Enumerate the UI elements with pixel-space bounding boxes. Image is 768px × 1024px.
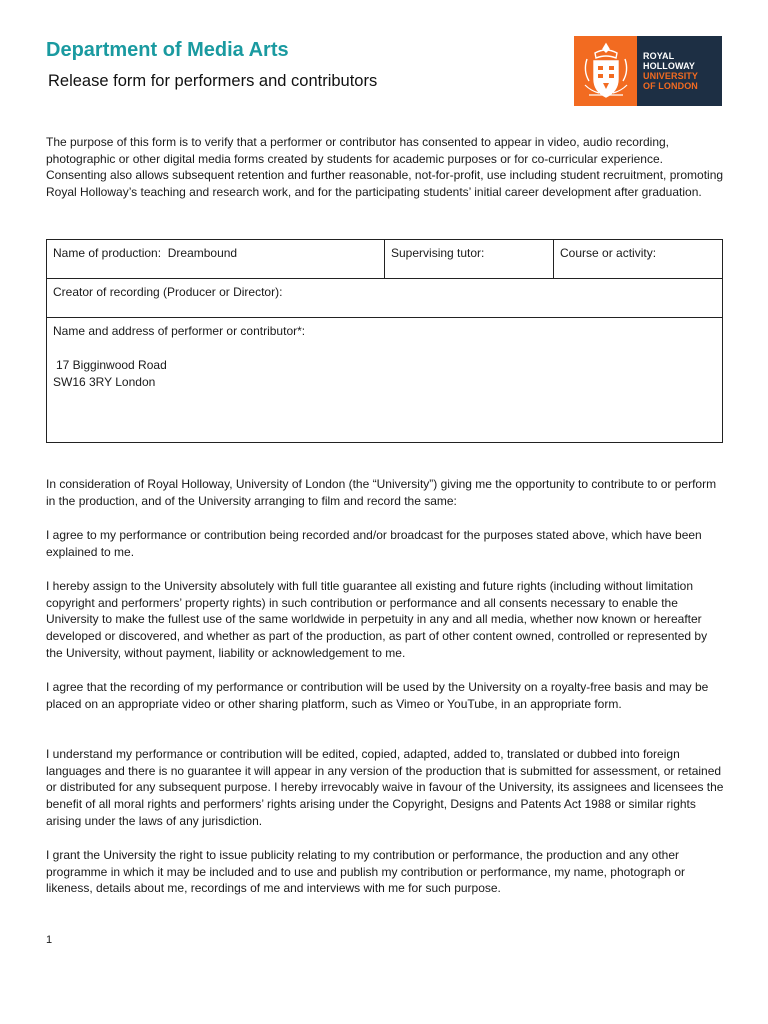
logo-text-holloway: HOLLOWAY bbox=[643, 61, 695, 71]
creator-cell[interactable] bbox=[47, 279, 722, 317]
form-row-performer bbox=[47, 318, 722, 443]
intro-paragraph: The purpose of this form is to verify that a performer or contributor has consented to appear in video, audio recording, photographic or other digital media forms created by students for academic purposes or for co-curricular experience. Consenting also allows subsequent retention and further reasonable, not-for-profit, use including student recruitment, promoting Royal Holloway’s teaching and research work, and for the participating students’ initial career development after graduation. bbox=[46, 135, 724, 200]
consideration-clause: In consideration of Royal Holloway, University of London (the “University”) giving me the opportunity to contribute to or perform in the production, and of the University arranging to film and record the same: bbox=[46, 477, 717, 508]
logo-text-university: UNIVERSITY bbox=[643, 71, 699, 81]
creator-label: Creator of recording (Producer or Director): bbox=[53, 285, 283, 299]
performer-cell[interactable] bbox=[47, 318, 722, 443]
course-activity-cell[interactable] bbox=[554, 240, 723, 278]
address-line-2: SW16 3RY London bbox=[53, 375, 156, 389]
publicity-clause: I grant the University the right to issue publicity relating to my contribution or performance, the production and any other programme in which it may be included and to use and publish my contribution or performance, my name, photograph or likeness, details about me, recordings of me and interviews with me for such purpose. bbox=[46, 848, 686, 896]
form-row-creator bbox=[47, 279, 722, 318]
address-line-1: 17 Bigginwood Road bbox=[56, 358, 167, 372]
release-form-table bbox=[46, 239, 723, 443]
production-cell[interactable] bbox=[47, 240, 385, 278]
logo-text-royal: ROYAL bbox=[643, 51, 675, 61]
page-number: 1 bbox=[46, 934, 53, 946]
performer-label: Name and address of performer or contributor*: bbox=[53, 324, 306, 338]
performer-address[interactable] bbox=[53, 357, 716, 391]
logo-text-of-london: OF LONDON bbox=[643, 81, 698, 91]
editing-waiver-clause: I understand my performance or contribution will be edited, copied, adapted, added to, translated or dubbed into foreign languages and there is no guarantee it will appear in any version of the production that is submitted for assessment, or retained or distributed for any subsequent purpose. I hereby irrevocably waive in favour of the University, its assignees and licensees the benefit of all moral rights and performers’ rights arising under the Copyright, Designs and Patents Act 1988 or similar rights arising under the laws of any jurisdiction. bbox=[46, 747, 724, 828]
recording-consent-clause: I agree to my performance or contribution being recorded and/or broadcast for the purposes stated above, which have been explained to me. bbox=[46, 528, 702, 559]
form-subtitle: Release form for performers and contributors bbox=[48, 72, 378, 90]
supervising-tutor-cell[interactable] bbox=[385, 240, 554, 278]
form-row-production bbox=[47, 240, 722, 279]
department-title: Department of Media Arts bbox=[46, 39, 289, 61]
royalty-free-clause: I agree that the recording of my performance or contribution will be used by the University on a royalty-free basis and may be placed on an appropriate video or other sharing platform, such as Vimeo or YouTube, in an appropriate form. bbox=[46, 680, 709, 711]
production-value[interactable]: Dreambound bbox=[167, 246, 238, 260]
production-label: Name of production: bbox=[53, 246, 162, 260]
crest-icon bbox=[574, 36, 637, 106]
rights-assignment-clause: I hereby assign to the University absolutely with full title guarantee all existing and future rights (including without limitation copyright and performers’ property rights) in such contribution or performance and all consents necessary to enable the University to make the fullest use of the same worldwide in perpetuity in any and all media, whether now known or hereafter developed or discovered, and whether as part of the production, as part of other content owned, controlled or represented by the University, without payment, liability or acknowledgement to me. bbox=[46, 579, 708, 660]
royal-holloway-logo bbox=[574, 36, 722, 106]
course-activity-label: Course or activity: bbox=[560, 246, 657, 260]
supervising-tutor-label: Supervising tutor: bbox=[391, 246, 485, 260]
